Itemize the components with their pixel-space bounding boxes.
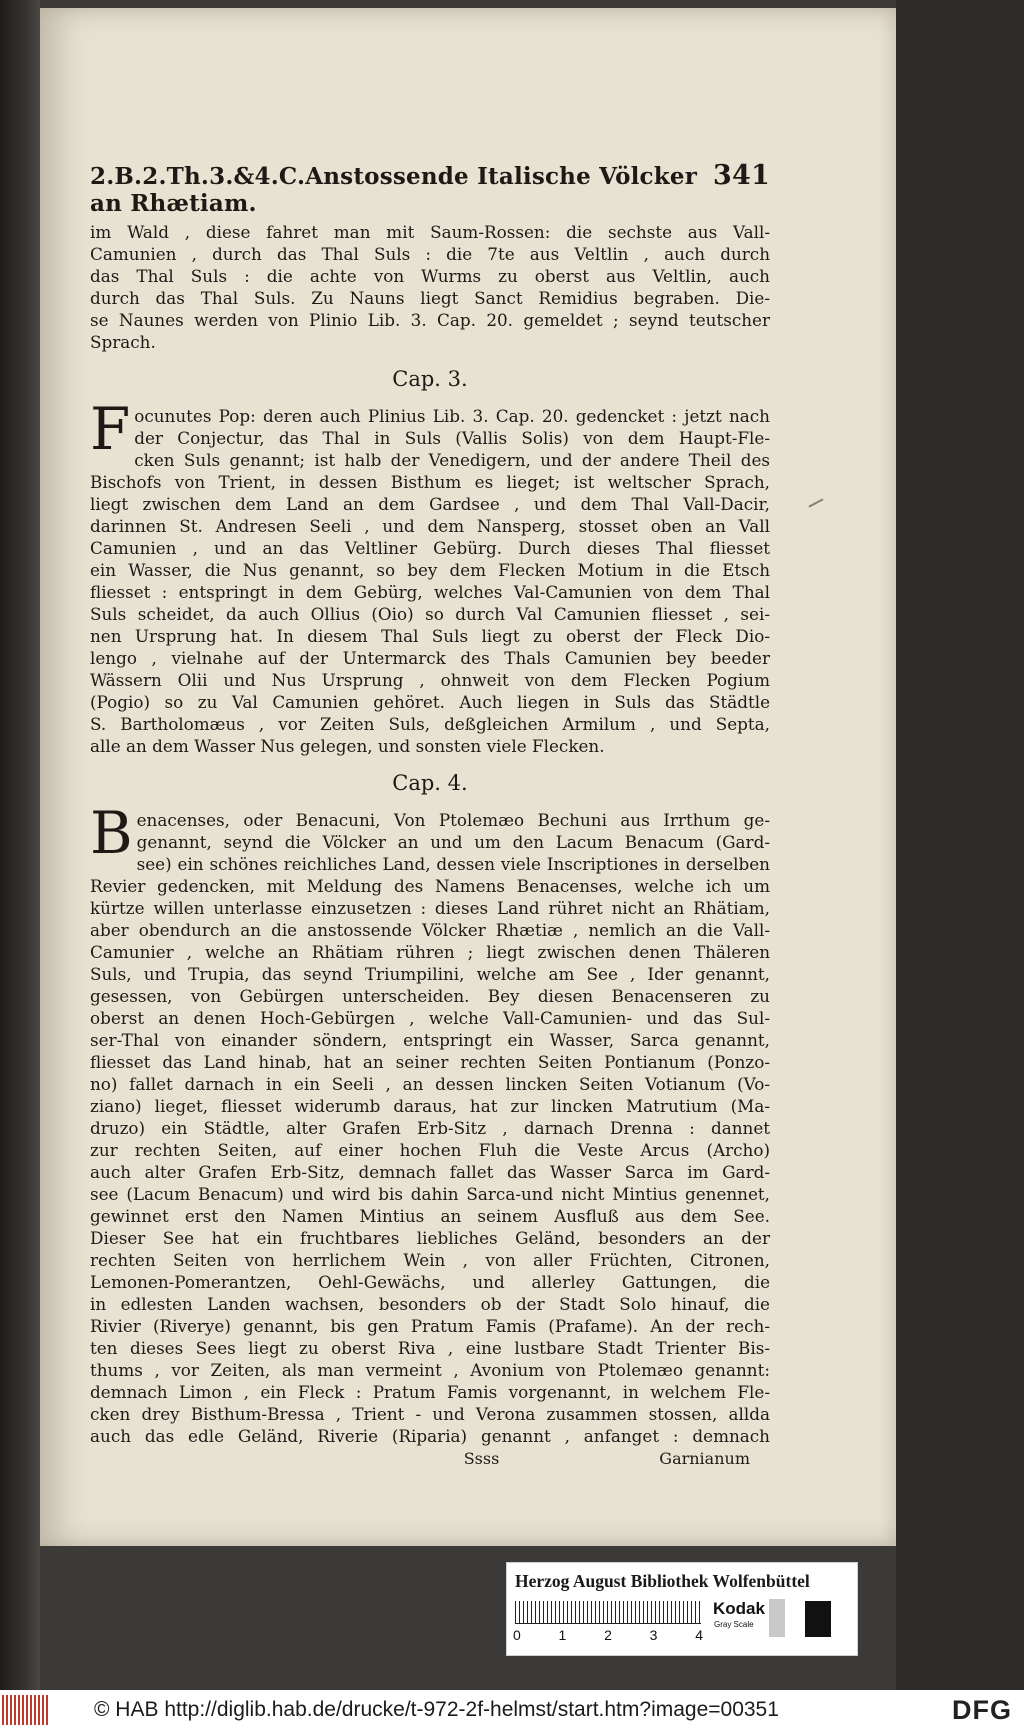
- text-line: enacenses, oder Benacuni, Von Ptolemæo Bechuni aus Irrthum ge-: [136, 810, 770, 830]
- text-line: auch das edle Geländ, Riverie (Riparia) genannt , anfanget : demnach: [90, 1426, 770, 1446]
- text-line: S. Bartholomæus , vor Zeiten Suls, deßgleichen Armilum , und Septa,: [90, 714, 770, 734]
- text-line: ser-Thal von einander söndern, entspringt ein Wasser, Sarca genannt,: [90, 1030, 770, 1050]
- text-line: alle an dem Wasser Nus gelegen, und sonsten viele Flecken.: [90, 736, 605, 756]
- chapter-3-paragraph: [90, 395, 770, 757]
- text-line: liegt zwischen dem Land an dem Gardsee , und dem Thal Vall-Dacir,: [90, 494, 770, 514]
- text-line: Lemonen-Pomerantzen, Oehl-Gewächs, und allerley Gattungen, die: [90, 1272, 770, 1292]
- kodak-logo: Kodak: [713, 1599, 765, 1618]
- hab-logo-icon: [2, 1695, 48, 1725]
- text-line: Wässern Olii und Nus Ursprung , ohnweit von dem Flecken Pogium: [90, 670, 770, 690]
- page-footer-marks: [90, 1449, 770, 1468]
- text-line: cken Suls genannt; ist halb der Venedigern, und der andere Theil des: [134, 450, 770, 470]
- text-line: gewinnet erst den Namen Mintius an seinem Ausfluß aus dem See.: [90, 1206, 770, 1226]
- library-name: Herzog August Bibliothek Wolfenbüttel: [515, 1571, 810, 1591]
- opening-paragraph: [90, 221, 770, 353]
- ruler-labels: [513, 1627, 703, 1643]
- page-text: [90, 160, 770, 1468]
- text-line: Bischofs von Trient, in dessen Bisthum es lieget; ist weltscher Sprach,: [90, 472, 770, 492]
- text-line: druzo) ein Städtle, alter Grafen Erb-Sitz , darnach Drenna : dannet: [90, 1118, 770, 1138]
- left-book-edge: [0, 0, 40, 1690]
- text-line: kürtze willen unterlasse einzusetzen : dieses Land rühret nicht an Rhätiam,: [90, 898, 770, 918]
- text-line: ten dieses Sees liegt zu oberst Riva , eine lustbare Stadt Trienter Bis-: [90, 1338, 770, 1358]
- text-line: zur rechten Seiten, auf einer hochen Fluh die Veste Arcus (Archo): [90, 1140, 770, 1160]
- text-line: aber obendurch an die anstossende Völcker Rhætiæ , nemlich an die Vall-: [90, 920, 770, 940]
- running-head: [90, 160, 770, 217]
- text-line: ziano) lieget, fliesset widerumb daraus, hat zur lincken Matrutium (Ma-: [90, 1096, 770, 1116]
- text-line: Camunien , durch das Thal Suls : die 7te aus Veltlin , auch durch: [90, 244, 770, 264]
- text-line: durch das Thal Suls. Zu Nauns liegt Sanct Remidius begraben. Die-: [90, 288, 770, 308]
- text-line: der Conjectur, das Thal in Suls (Vallis Solis) von dem Haupt-Fle-: [134, 428, 770, 448]
- text-line: Rivier (Riverye) genannt, bis gen Pratum Famis (Prafame). An der rech-: [90, 1316, 770, 1336]
- text-line: darinnen St. Andresen Seeli , und dem Nansperg, stosset oben an Vall: [90, 516, 770, 536]
- text-line: oberst an denen Hoch-Gebürgen , welche Vall-Camunien- und das Sul-: [90, 1008, 770, 1028]
- text-line: gesessen, von Gebürgen unterscheiden. Bey diesen Benacenseren zu: [90, 986, 770, 1006]
- text-line: cken drey Bisthum-Bressa , Trient - und Verona zusammen stossen, allda: [90, 1404, 770, 1424]
- page-number: 341: [713, 160, 770, 191]
- text-line: im Wald , diese fahret man mit Saum-Rossen: die sechste aus Vall-: [90, 222, 770, 242]
- text-line: ocunutes Pop: deren auch Plinius Lib. 3. Cap. 20. gedencket : jetzt nach: [134, 406, 770, 426]
- chapter-heading: Cap. 4.: [392, 771, 468, 795]
- text-line: fliesset : entspringt in dem Gebürg, welches Val-Camunien von dem Thal: [90, 582, 770, 602]
- running-head-title: 2.B.2.Th.3.&4.C.Anstossende Italische Völcker an Rhætiam.: [90, 163, 698, 217]
- catchword: Garnianum: [659, 1449, 750, 1468]
- text-line: in edlesten Landen wachsen, besonders ob der Stadt Solo hinauf, die: [90, 1294, 770, 1314]
- text-line: se Naunes werden von Plinio Lib. 3. Cap. 20. gemeldet ; seynd teutscher: [90, 310, 770, 330]
- text-line: das Thal Suls : die achte von Wurms zu oberst aus Veltlin, auch: [90, 266, 770, 286]
- chapter-heading: Cap. 3.: [392, 367, 468, 391]
- chapter-4-paragraph: [90, 799, 770, 1447]
- text-line: no) fallet darnach in ein Seeli , an dessen lincken Seiten Votianum (Vo-: [90, 1074, 770, 1094]
- text-line: nen Ursprung hat. In diesem Thal Suls liegt zu oberst der Fleck Dio-: [90, 626, 770, 646]
- ruler-label: 3: [649, 1627, 658, 1643]
- ruler-label: 0: [513, 1627, 521, 1643]
- ruler-label: 1: [558, 1627, 567, 1643]
- text-line: Camunien , und an das Veltliner Gebürg. Durch dieses Thal fliesset: [90, 538, 770, 558]
- drop-cap: F: [90, 395, 131, 463]
- text-line: Sprach.: [90, 332, 156, 352]
- black-patch: [805, 1601, 831, 1637]
- text-line: Suls, und Trupia, das seynd Triumpilini, welche am See , Ider genannt,: [90, 964, 770, 984]
- text-line: Suls scheidet, da auch Ollius (Oio) so durch Val Camunien fliesset , sei-: [90, 604, 770, 624]
- text-line: ein Wasser, die Nus genannt, so bey dem Flecken Motium in die Etsch: [90, 560, 770, 580]
- text-line: see (Lacum Benacum) und wird bis dahin Sarca-und nicht Mintius genennet,: [90, 1184, 770, 1204]
- gray-patch: [769, 1599, 785, 1637]
- color-calibration-card: [506, 1562, 858, 1656]
- gray-scale-label: Gray Scale: [714, 1620, 754, 1629]
- drop-cap: B: [90, 799, 133, 867]
- text-line: see) ein schönes reichliches Land, dessen viele Inscriptiones in derselben: [136, 854, 770, 874]
- text-line: demnach Limon , ein Fleck : Pratum Famis vorgenannt, in welchem Fle-: [90, 1382, 770, 1402]
- text-line: thums , vor Zeiten, als man vermeint , Avonium von Ptolemæo genannt:: [90, 1360, 770, 1380]
- text-line: rechten Seiten von herrlichem Wein , von aller Früchten, Citronen,: [90, 1250, 770, 1270]
- text-line: auch alter Grafen Erb-Sitz, demnach fallet das Wasser Sarca im Gard-: [90, 1162, 770, 1182]
- text-line: Dieser See hat ein fruchtbares liebliches Geländ, besonders an der: [90, 1228, 770, 1248]
- text-line: (Pogio) so zu Val Camunien gehöret. Auch liegen in Suls das Städtle: [90, 692, 770, 712]
- dfg-logo: DFG: [952, 1694, 1012, 1725]
- text-line: Camunier , welche an Rhätiam rühren ; liegt zwischen denen Thäleren: [90, 942, 770, 962]
- margin-pencil-mark: [808, 498, 823, 507]
- text-line: genannt, seynd die Völcker an und um den Lacum Benacum (Gard-: [136, 832, 770, 852]
- text-line: lengo , vielnahe auf der Untermarck des Thals Camunien bey beeder: [90, 648, 770, 668]
- signature-mark: Ssss: [463, 1449, 500, 1468]
- text-line: Revier gedencken, mit Meldung des Namens Benacenses, welche ich um: [90, 876, 770, 896]
- text-line: fliesset das Land hinab, hat an seiner rechten Seiten Pontianum (Ponzo-: [90, 1052, 770, 1072]
- source-url-link[interactable]: © HAB http://diglib.hab.de/drucke/t-972-2f-helmst/start.htm?image=00351: [94, 1698, 779, 1721]
- viewer-footer: [0, 1690, 1024, 1730]
- ruler-label: 2: [604, 1627, 612, 1643]
- scale-ruler: [515, 1601, 701, 1624]
- book-page: [40, 8, 896, 1546]
- ruler-label: 4: [695, 1627, 703, 1643]
- scan-background-right: [896, 0, 1024, 1690]
